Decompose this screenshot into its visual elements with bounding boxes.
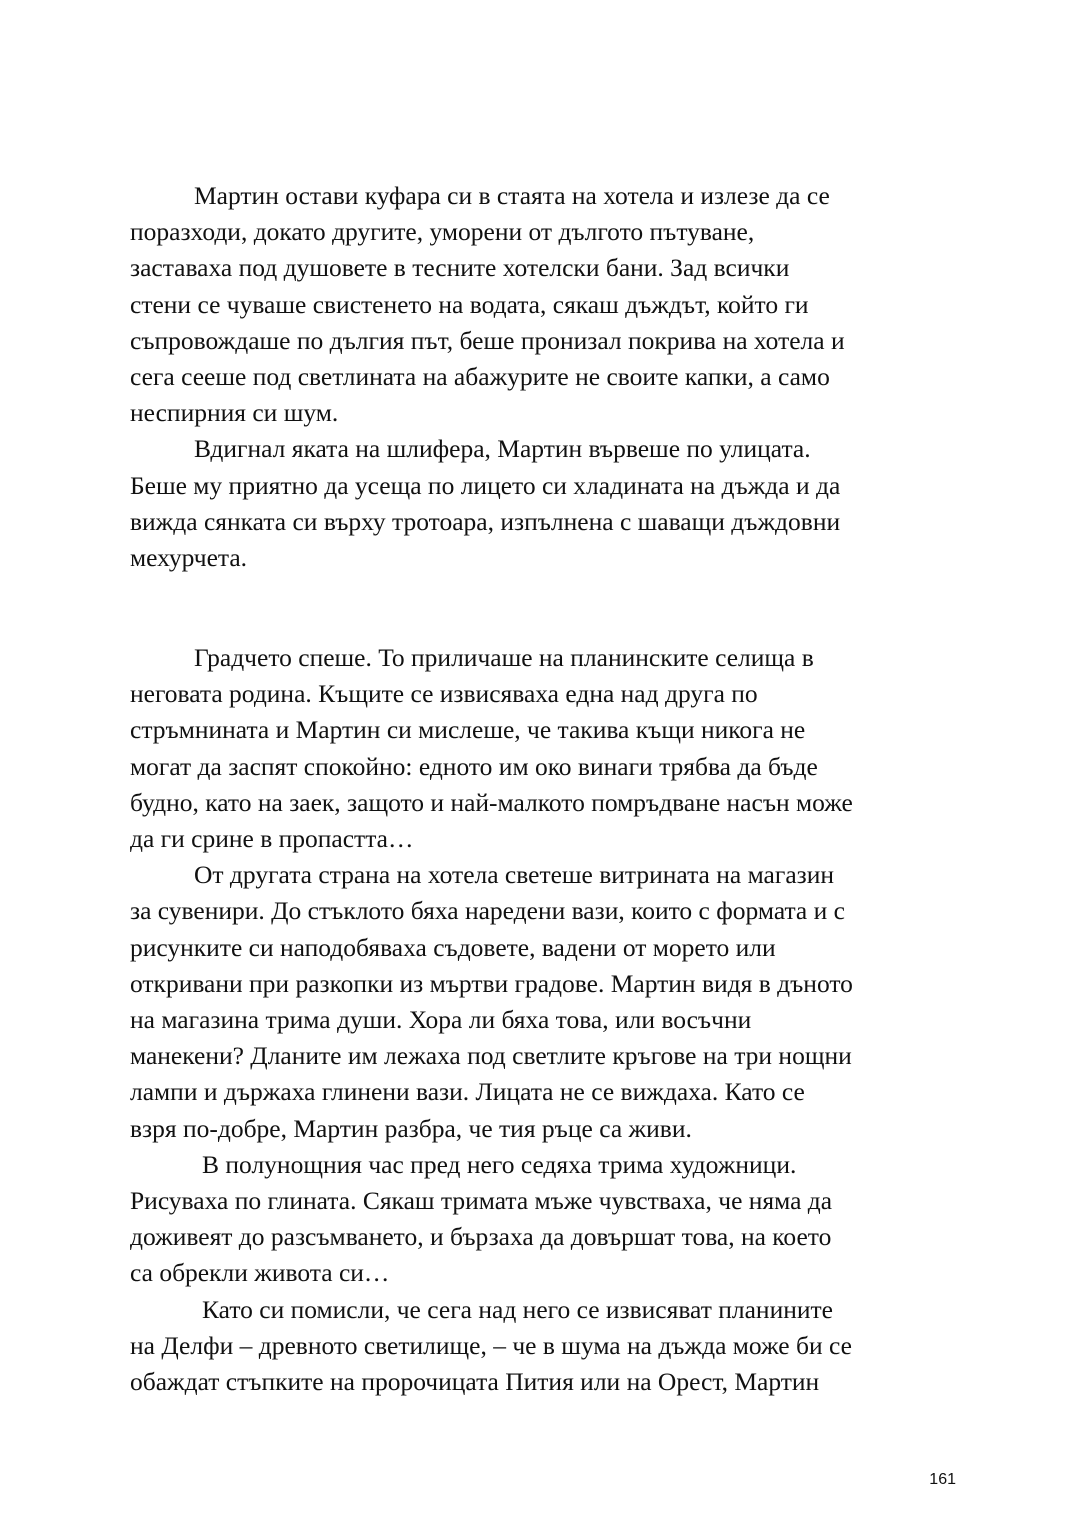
paragraph-line: Мартин остави куфара си в стаята на хотела и излезе да се [194,181,830,210]
paragraph-line: доживеят до разсъмването, и бързаха да довършат това, на което [130,1222,832,1252]
paragraph-line: Вдигнал яката на шлифера, Мартин вървеше по улицата. [194,434,811,464]
paragraph-line: мехурчета. [130,543,248,573]
paragraph-line: рисунките си наподобяваха съдовете, вадени от морето или [130,932,776,962]
paragraph-line: стръмнината и Мартин си мислеше, че такива къщи никога не [130,715,806,745]
paragraph-line: заставаха под душовете в тесните хотелски бани. Зад всички [130,253,790,283]
paragraph-4 [130,857,960,1147]
paragraph-line: за сувенири. До стъклото бяха наредени вази, които с формата и с [130,896,845,926]
paragraph-1 [130,178,960,431]
paragraph-line: неспирния си шум. [130,398,339,428]
text-section-1 [130,178,960,576]
paragraph-line: сега сееше под светлината на абажурите не своите капки, а само [130,362,830,392]
paragraph-6 [130,1292,960,1401]
paragraph-line: будно, като на заек, защото и най-малкото помръдване насън може [130,787,853,817]
paragraph-line: са обрекли живота си… [130,1258,390,1288]
paragraph-line: стени се чуваше свистенето на водата, сякаш дъждът, който ги [130,289,809,319]
paragraph-2 [130,431,960,576]
paragraph-line: съпровождаше по дългия път, беше пронизал покрива на хотела и [130,325,845,355]
paragraph-line: От другата страна на хотела светеше витрината на магазин [194,860,835,890]
paragraph-line: откривани при разкопки из мъртви градове. Мартин видя в дъното [130,968,853,998]
paragraph-5 [130,1147,960,1292]
paragraph-line: на магазина трима души. Хора ли бяха това, или восъчни [130,1005,752,1035]
paragraph-line: Като си помисли, че сега над него се извисяват планините [202,1294,833,1324]
paragraph-line: взря по-добре, Мартин разбра, че тия ръце са живи. [130,1113,692,1143]
paragraph-line: неговата родина. Къщите се извисяваха една над друга по [130,679,758,709]
paragraph-line: манекени? Дланите им лежаха под светлите кръгове на три нощни [130,1041,852,1071]
paragraph-line: поразходи, докато другите, уморени от дългото пътуване, [130,217,755,247]
paragraph-line: лампи и държаха глинени вази. Лицата не се виждаха. Като се [130,1077,805,1107]
paragraph-line: Градчето спеше. То приличаше на планинските селища в [194,643,814,672]
paragraph-line: да ги срине в пропастта… [130,824,414,854]
paragraph-line: на Делфи – древното светилище, – че в шума на дъжда може би се [130,1330,852,1360]
paragraph-line: Рисуваха по глината. Сякаш тримата мъже чувстваха, че няма да [130,1186,833,1216]
paragraph-line: Беше му приятно да усеща по лицето си хладината на дъжда и да [130,470,841,500]
page-number: 161 [929,1471,956,1488]
text-section-2 [130,640,960,1400]
paragraph-line: вижда сянката си върху тротоара, изпълнена с шаващи дъждовни [130,506,841,536]
paragraph-3 [130,640,960,857]
paragraph-line: В полунощния час пред него седяха трима художници. [202,1149,797,1179]
paragraph-line: обаждат стъпките на пророчицата Пития или на Орест, Мартин [130,1367,820,1397]
paragraph-line: могат да заспят спокойно: едното им око винаги трябва да бъде [130,751,818,781]
